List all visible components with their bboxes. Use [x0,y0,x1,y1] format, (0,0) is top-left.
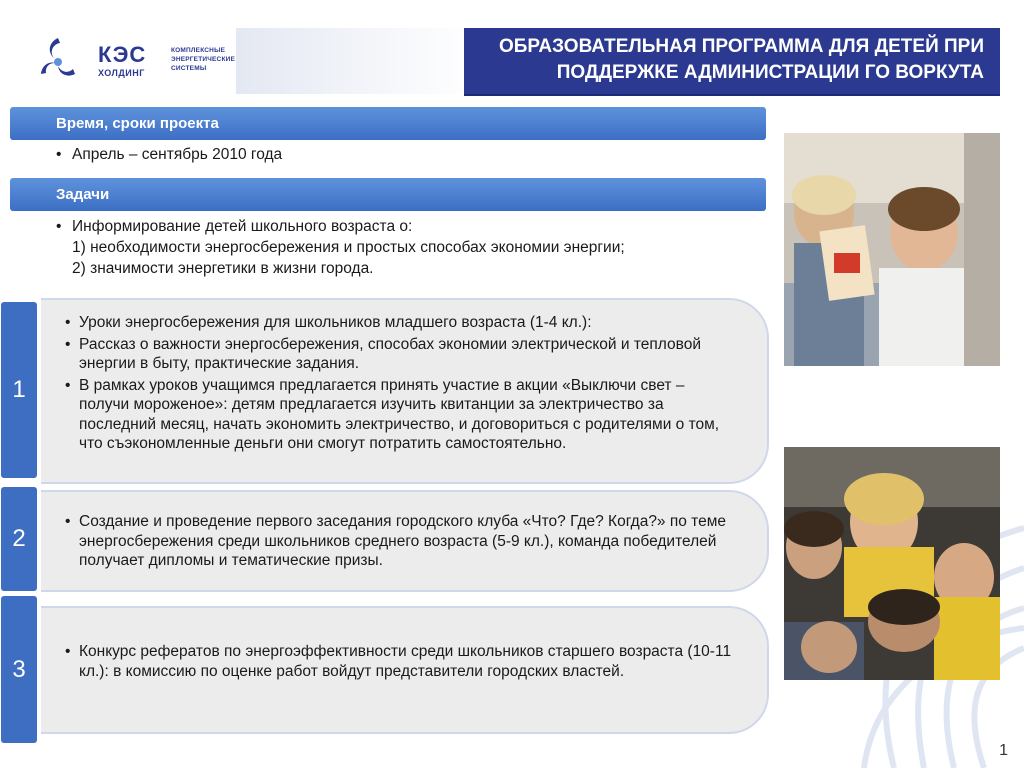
bullet: • [56,218,62,235]
slide-title-line-1: ОБРАЗОВАТЕЛЬНАЯ ПРОГРАММА ДЛЯ ДЕТЕЙ ПРИ [498,36,984,57]
step-number-1: 1 [1,302,37,478]
page-number: 1 [999,742,1008,759]
list-item [65,335,737,374]
list-item-text: Уроки энергосбережения для школьников младшего возраста (1-4 кл.): [79,314,592,331]
timeline-text [56,144,756,165]
list-item [65,313,737,333]
step-box-1 [41,298,769,484]
timeline-value: Апрель – сентябрь 2010 года [72,146,283,163]
list-item [65,512,737,571]
bullet: • [65,335,71,353]
step-number-3: 3 [1,596,37,743]
tasks-text [56,216,766,279]
step-box-2 [41,490,769,592]
logo-swirl-icon [27,28,89,94]
logo-brand [92,28,162,94]
bullet: • [56,146,62,163]
list-item-text: Рассказ о важности энергосбережения, способах экономии электрической и тепловой энергии в быту, практические задания. [79,335,701,372]
tasks-line: 1) необходимости энергосбережения и простых способах экономии энергии; [72,239,625,256]
logo-systems [165,28,236,94]
slide-title [464,34,984,86]
photo-club-meeting [784,447,1000,680]
bullet: • [65,513,71,530]
bullet: • [65,376,71,394]
list-item [65,642,737,681]
title-bar [464,28,1000,96]
section-header-timeline [10,107,766,140]
slide-header [0,0,1024,96]
logo-brand-subtext: ХОЛДИНГ [98,68,145,78]
bullet: • [65,643,71,660]
logo-systems-text: КОМПЛЕКСНЫЕ ЭНЕРГЕТИЧЕСКИЕ СИСТЕМЫ [171,47,236,72]
slide-title-line-2: ПОДДЕРЖКЕ АДМИНИСТРАЦИИ ГО ВОРКУТА [556,62,984,83]
company-logo [27,28,89,94]
list-item-text: Конкурс рефератов по энергоэффективности среди школьников старшего возраста (10-11 кл.): в комиссию по оценке работ войдут представители городских властей. [79,643,732,680]
header-gradient [236,28,476,94]
photo-children-lesson [784,133,1000,366]
section-heading: Задачи [56,186,110,203]
section-header-tasks [10,178,766,211]
section-heading: Время, сроки проекта [56,115,219,132]
list-item-text: Создание и проведение первого заседания городского клуба «Что? Где? Когда?» по теме энергосбережения среди школьников среднего возраста (5-9 кл.), команда победителей получает дипломы и тематические призы. [79,513,727,569]
bullet: • [65,314,71,331]
logo-brand-text: КЭС [98,42,147,67]
tasks-line: Информирование детей школьного возраста о: [72,218,413,235]
list-item-text: В рамках уроков учащимся предлагается принять участие в акции «Выключи свет – получи мороженое»: детям предлагается изучить квитанции за электричество за последний месяц, начать экономить электричество, и договориться с родителями о том, что съэкономленные деньги они смогут потратить самостоятельно. [79,376,720,452]
step-box-3 [41,606,769,734]
list-item [65,376,737,454]
tasks-line: 2) значимости энергетики в жизни города. [72,260,374,277]
step-number-2: 2 [1,487,37,591]
